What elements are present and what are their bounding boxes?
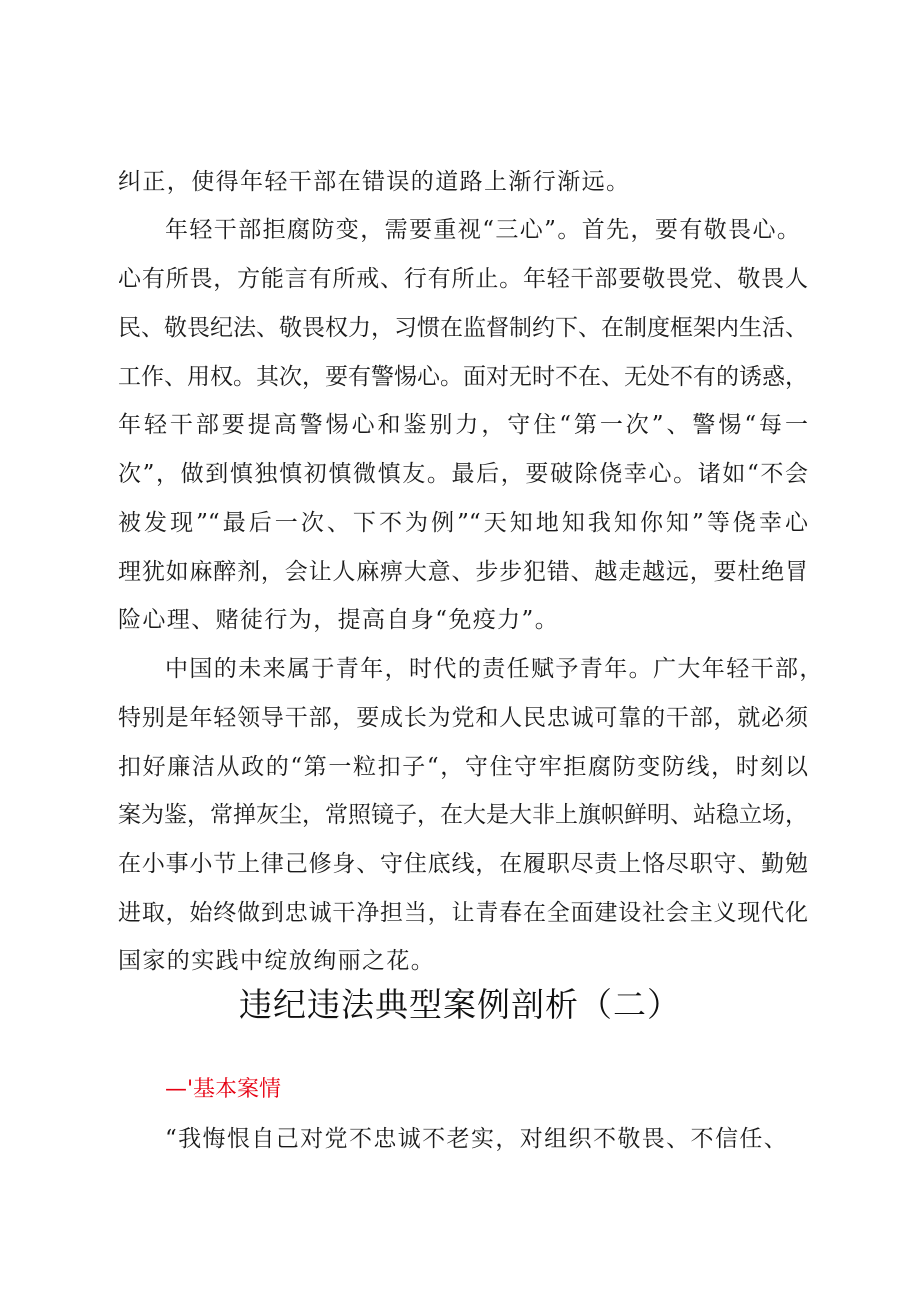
paragraph-line: “我悔恨自己对党不忠诚不老实，对组织不敬畏、不信任、 xyxy=(165,1126,789,1152)
paragraph-line: 年轻干部拒腐防变，需要重视“三心”。首先，要有敬畏心。 xyxy=(165,217,802,243)
subsection-heading: —'基本案情 xyxy=(165,1077,282,1102)
paragraph-line: 心有所畏，方能言有所戒、行有所止。年轻干部要敬畏党、敬畏人 xyxy=(118,266,808,292)
paragraph-line: 中国的未来属于青年，时代的责任赋予青年。广大年轻干部， xyxy=(165,656,824,682)
paragraph-line: 纠正，使得年轻干部在错误的道路上渐行渐远。 xyxy=(118,169,631,195)
paragraph-line: 在小事小节上律己修身、守住底线，在履职尽责上恪尽职守、勤勉 xyxy=(118,851,808,877)
paragraph-line: 险心理、赌徒行为，提高自身“免疫力”。 xyxy=(118,607,560,633)
paragraph-line: 年轻干部要提高警惕心和鉴别力，守住“第一次”、警惕“每一 xyxy=(118,412,808,438)
paragraph-line: 次”，做到慎独慎初慎微慎友。最后，要破除侥幸心。诸如“不会 xyxy=(118,461,808,487)
paragraph-line: 特别是年轻领导干部，要成长为党和人民忠诚可靠的干部，就必须 xyxy=(118,705,808,731)
paragraph-line: 扣好廉洁从政的“第一粒扣子“，守住守牢拒腐防变防线，时刻以 xyxy=(118,754,808,780)
paragraph-line: 被发现”“最后一次、下不为例”“天知地知我知你知”等侥幸心 xyxy=(118,510,808,536)
paragraph-line: 案为鉴，常掸灰尘，常照镜子，在大是大非上旗帜鲜明、站稳立场， xyxy=(118,802,808,828)
paragraph-line: 工作、用权。其次，要有警惕心。面对无时不在、无处不有的诱惑， xyxy=(118,364,808,390)
section-title: 违纪违法典型案例剖析（二） xyxy=(239,985,681,1024)
paragraph-line: 民、敬畏纪法、敬畏权力，习惯在监督制约下、在制度框架内生活、 xyxy=(118,315,808,341)
paragraph-line: 国家的实践中绽放绚丽之花。 xyxy=(118,948,436,974)
paragraph-line: 进取，始终做到忠诚干净担当，让青春在全面建设社会主义现代化 xyxy=(118,900,808,926)
paragraph-line: 理犹如麻醉剂，会让人麻痹大意、步步犯错、越走越远，要杜绝冒 xyxy=(118,559,808,585)
